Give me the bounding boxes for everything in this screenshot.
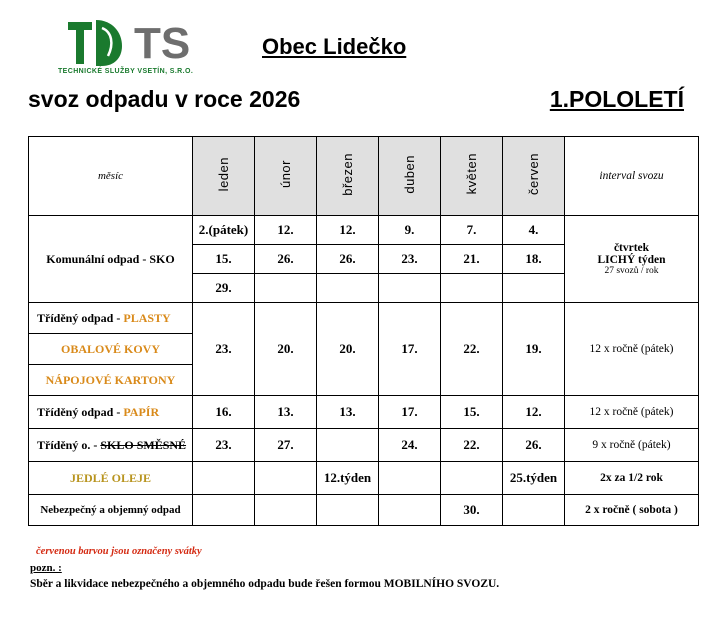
note-body: Sběr a likvidace nebezpečného a objemného odpadu bude řešen formou MOBILNÍHO SVOZU. [30,578,500,590]
waste-collection-table [28,136,699,526]
table-row-plasty-line1 [29,303,699,334]
table-row-sko-line1 [29,216,699,245]
papir-kveten: 15. [441,396,503,429]
table-row-nebezpecny [29,495,699,526]
sklo-unor: 27. [255,429,317,462]
nebezpecny-cerven [503,495,565,526]
plasty-unor: 20. [255,303,317,396]
oleje-cerven: 25.týden [503,462,565,495]
note-label: pozn. : [30,562,62,574]
month-label: březen [340,152,355,196]
nebezpecny-unor [255,495,317,526]
sko-unor-3 [255,274,317,303]
sko-kveten-3 [441,274,503,303]
interval-nebezpecny: 2 x ročně ( sobota ) [565,495,699,526]
month-label: leden [216,156,231,192]
papir-brezen: 13. [317,396,379,429]
oleje-duben [379,462,441,495]
corner-label: měsíc [29,137,193,216]
sklo-duben: 24. [379,429,441,462]
interval-jedle-oleje: 2x za 1/2 rok [565,462,699,495]
nebezpecny-kveten: 30. [441,495,503,526]
row-label-nebezpecny: Nebezpečný a objemný odpad [29,495,193,526]
interval-line-1: čtvrtek [613,242,650,254]
interval-papir: 12 x ročně (pátek) [565,396,699,429]
month-header-cerven [503,137,565,216]
sko-cerven-2: 18. [503,245,565,274]
sko-brezen-3 [317,274,379,303]
row-label-jedle-oleje: JEDLÉ OLEJE [29,462,193,495]
oleje-brezen: 12.týden [317,462,379,495]
interval-sko [565,216,699,303]
month-header-leden [193,137,255,216]
month-header-duben [379,137,441,216]
sko-cerven-1: 4. [503,216,565,245]
sko-kveten-2: 21. [441,245,503,274]
row-label-napojove-kartony [29,365,193,396]
papir-duben: 17. [379,396,441,429]
month-label: duben [402,154,417,194]
row-label-plasty [29,303,193,334]
month-label: únor [278,159,293,189]
label-highlight-sklo: SKLO SMĚSNÉ [100,437,187,452]
sklo-leden: 23. [193,429,255,462]
sko-unor-2: 26. [255,245,317,274]
holiday-color-note: červenou barvou jsou označeny svátky [36,546,202,557]
label-highlight-papir: PAPÍR [123,404,160,419]
sko-cerven-3 [503,274,565,303]
month-header-kveten [441,137,503,216]
half-year-label: 1.POLOLETÍ [549,86,684,112]
interval-plasty: 12 x ročně (pátek) [565,303,699,396]
date-value: 2. [198,222,209,237]
row-label-sko: Komunální odpad - SKO [29,216,193,303]
sko-leden-3: 29. [193,274,255,303]
label-prefix: Tříděný o. - [37,437,101,452]
month-header-brezen [317,137,379,216]
nebezpecny-duben [379,495,441,526]
municipality-title: Obec Lidečko [262,34,407,59]
label-highlight-plasty: PLASTY [123,310,171,325]
sko-leden-2: 15. [193,245,255,274]
month-header-unor [255,137,317,216]
sklo-brezen [317,429,379,462]
table-row-jedle-oleje [29,462,699,495]
nebezpecny-brezen [317,495,379,526]
label-highlight-napojove-kartony: NÁPOJOVÉ KARTONY [45,372,176,387]
table-row-papir [29,396,699,429]
sko-leden-1 [193,216,255,245]
papir-unor: 13. [255,396,317,429]
month-label: červen [526,152,541,196]
oleje-unor [255,462,317,495]
row-label-sklo [29,429,193,462]
label-prefix: Tříděný odpad - [37,310,124,325]
interval-sklo: 9 x ročně (pátek) [565,429,699,462]
plasty-kveten: 22. [441,303,503,396]
sko-duben-2: 23. [379,245,441,274]
page-title: svoz odpadu v roce 2026 [28,86,301,112]
sko-brezen-2: 26. [317,245,379,274]
plasty-cerven: 19. [503,303,565,396]
table-row-sklo [29,429,699,462]
papir-cerven: 12. [503,396,565,429]
sko-unor-1: 12. [255,216,317,245]
papir-leden: 16. [193,396,255,429]
month-label: květen [464,153,479,195]
oleje-kveten [441,462,503,495]
sklo-cerven: 26. [503,429,565,462]
date-suffix: (pátek) [208,222,249,237]
plasty-brezen: 20. [317,303,379,396]
company-logo [56,14,236,76]
label-highlight-obalove-kovy: OBALOVÉ KOVY [60,341,160,356]
label-prefix: Tříděný odpad - [37,404,124,419]
sko-brezen-1: 12. [317,216,379,245]
page-header [0,0,726,128]
sko-duben-1: 9. [379,216,441,245]
logo-caption: TECHNICKÉ SLUŽBY VSETÍN, S.R.O. [58,68,194,75]
plasty-leden: 23. [193,303,255,396]
sko-duben-3 [379,274,441,303]
nebezpecny-leden [193,495,255,526]
oleje-leden [193,462,255,495]
row-label-papir [29,396,193,429]
interval-line-3: 27 svozů / rok [604,266,659,276]
row-label-obalove-kovy [29,334,193,365]
interval-header: interval svozu [565,137,699,216]
interval-line-2: LICHÝ týden [597,254,666,266]
sko-kveten-1: 7. [441,216,503,245]
plasty-duben: 17. [379,303,441,396]
sklo-kveten: 22. [441,429,503,462]
svg-text:TS: TS [134,19,191,68]
table-header-row [29,137,699,216]
